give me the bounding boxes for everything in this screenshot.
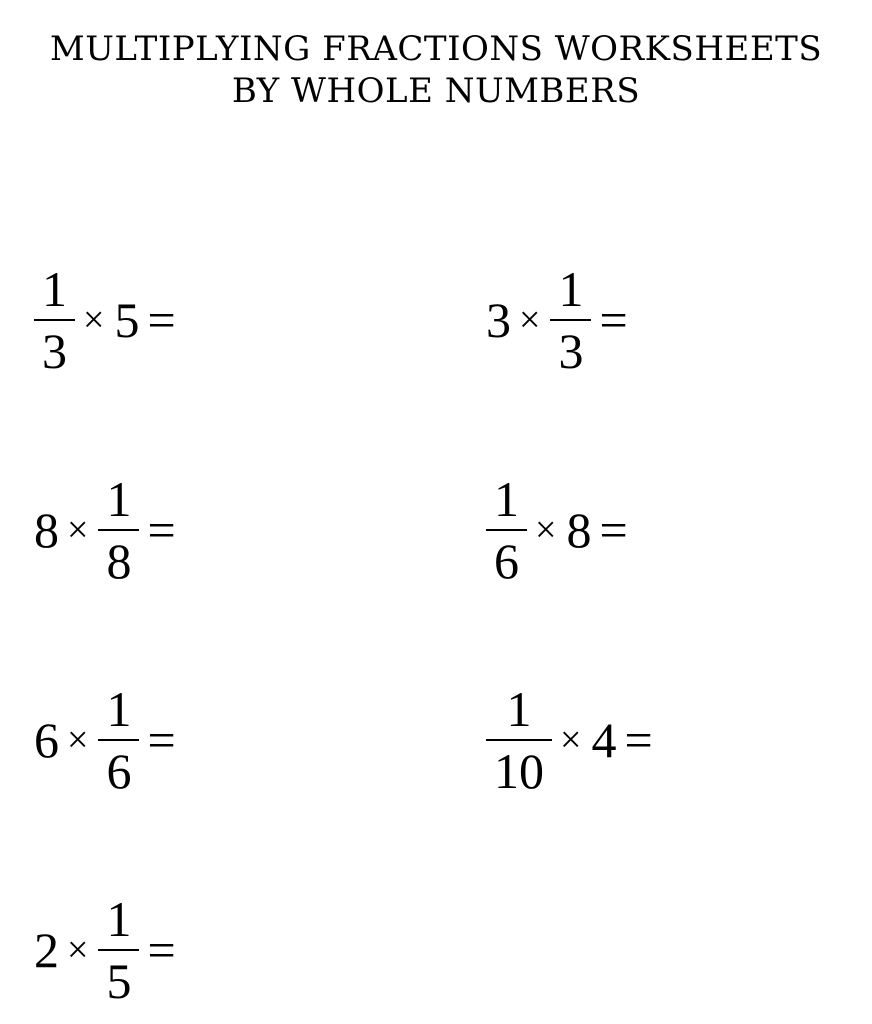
equals-sign: = [147,712,176,768]
fraction [34,255,75,385]
numerator: 1 [106,891,132,947]
whole-number: 4 [591,712,617,768]
denominator: 8 [106,533,132,589]
whole-number: 8 [34,502,59,558]
whole-number: 3 [486,292,511,348]
equals-sign: = [147,292,176,348]
fraction-bar [98,529,139,531]
numerator: 1 [494,471,519,527]
problem-5 [34,675,176,805]
equals-sign: = [147,502,176,558]
fraction [486,465,527,595]
fraction [98,465,139,595]
times-sign: × [67,929,89,971]
problem-7 [34,885,176,1015]
times-sign: × [67,509,89,551]
fraction-bar [98,949,139,951]
whole-number: 8 [566,502,592,558]
whole-number: 2 [34,922,59,978]
equals-sign: = [599,292,628,348]
fraction [98,885,139,1015]
times-sign: × [560,719,582,761]
times-sign: × [83,299,105,341]
fraction [550,255,591,385]
whole-number: 5 [114,292,140,348]
fraction [98,675,139,805]
denominator: 3 [42,323,67,379]
times-sign: × [535,509,557,551]
whole-number: 6 [34,712,59,768]
denominator: 6 [106,743,132,799]
denominator: 5 [106,953,132,1009]
title-line-1: MULTIPLYING FRACTIONS WORKSHEETS [49,29,823,69]
problem-3 [34,465,176,595]
fraction-bar [98,739,139,741]
numerator: 1 [506,681,532,737]
times-sign: × [67,719,89,761]
problem-2 [486,255,628,385]
fraction-bar [486,529,527,531]
fraction-bar [486,739,552,741]
numerator: 1 [106,681,132,737]
fraction [486,675,552,805]
numerator: 1 [106,471,132,527]
problem-1 [34,255,176,385]
fraction-bar [550,319,591,321]
problem-4 [486,465,628,595]
worksheet-title [0,28,872,112]
denominator: 10 [494,743,544,799]
title-line-2: BY WHOLE NUMBERS [231,71,641,111]
equals-sign: = [147,922,176,978]
numerator: 1 [558,261,584,317]
equals-sign: = [599,502,628,558]
times-sign: × [519,299,541,341]
fraction-bar [34,319,75,321]
denominator: 3 [558,323,584,379]
problem-6 [486,675,653,805]
equals-sign: = [624,712,653,768]
numerator: 1 [42,261,67,317]
denominator: 6 [494,533,519,589]
